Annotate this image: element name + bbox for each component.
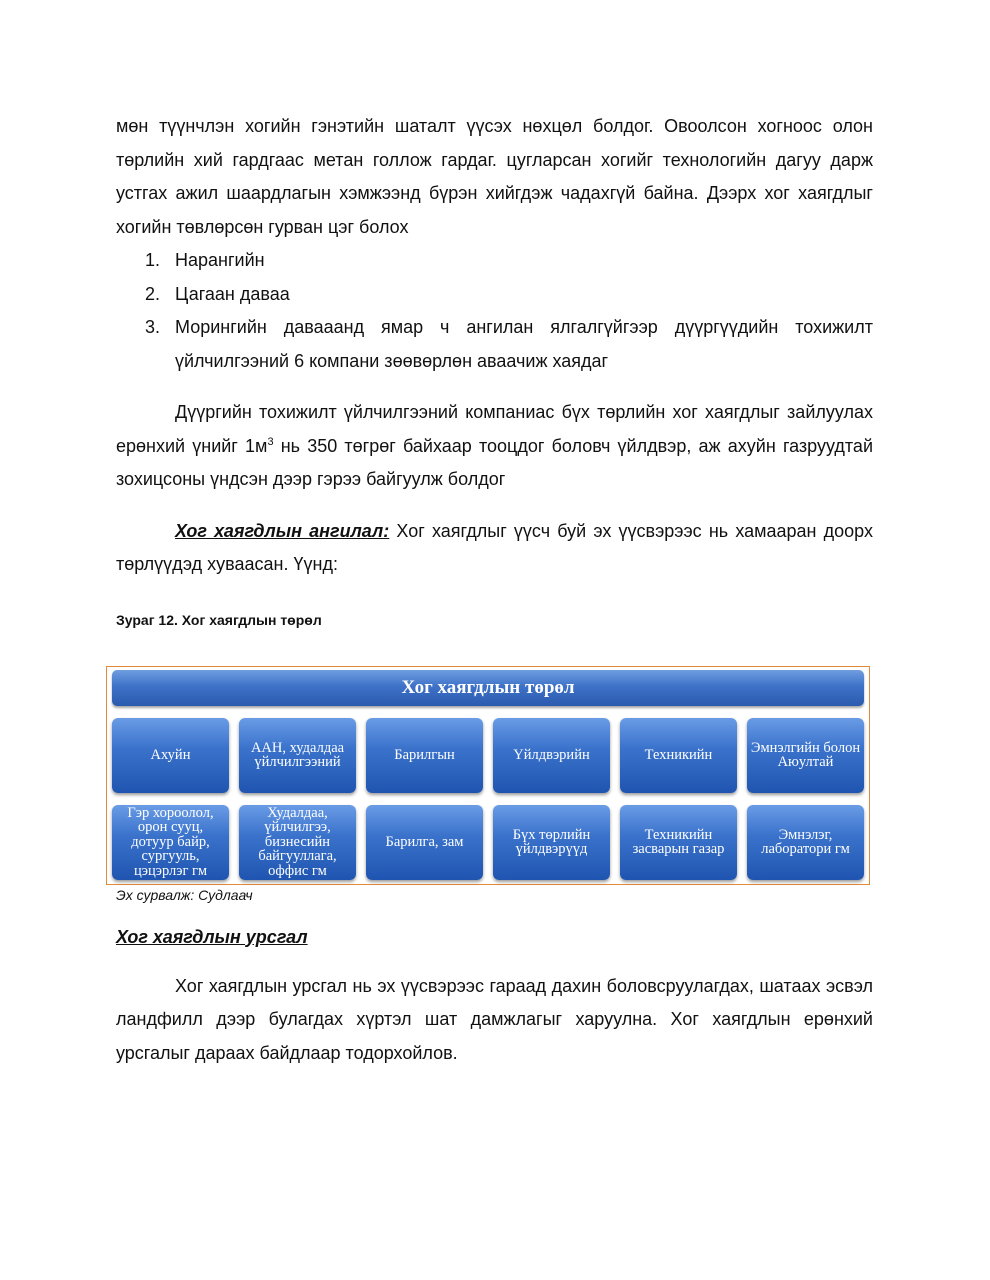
fee-text-before: Дүүргийн тохижилт үйлчилгээний компаниас бүх төрлийн хог хаягдлыг зайлуулах ерөнхий үнийг 1м xyxy=(116,402,873,456)
category-box: Техникийн xyxy=(620,718,737,793)
list-item xyxy=(116,278,873,312)
flow-heading: Хог хаягдлын урсгал xyxy=(116,926,308,947)
diagram-grid xyxy=(112,718,864,880)
figure-caption: Зураг 12. Хог хаягдлын төрөл xyxy=(116,611,322,628)
example-box: Худалдаа, үйлчилгээ, бизнесийн байгууллага, оффис гм xyxy=(239,805,356,880)
list-number: 2. xyxy=(145,283,161,304)
category-box: ААН, худалдаа үйлчилгээний xyxy=(239,718,356,793)
example-box: Эмнэлэг, лаборатори гм xyxy=(747,805,864,880)
example-box: Техникийн засварын газар xyxy=(620,805,737,880)
example-box: Бүх төрлийн үйлдвэрүүд xyxy=(493,805,610,880)
flow-paragraph: Хог хаягдлын урсгал нь эх үүсвэрээс гараад дахин боловсруулагдах, шатаах эсвэл ландфилл дээр булагдах хүртэл шат дамжлагыг харуулна. Хог хаягдлын ерөнхий урсгалыг дараах байдлаар тодорхойлов. xyxy=(116,975,873,1063)
classification-text: Хог хаягдлыг үүсч буй эх үүсвэрээс нь хамааран доорх төрлүүдэд хуваасан. Үүнд: xyxy=(116,520,873,574)
list-item xyxy=(116,244,873,278)
category-box: Ахуйн xyxy=(112,718,229,793)
intro-paragraph: мөн түүнчлэн хогийн гэнэтийн шаталт үүсэх нөхцөл болдог. Овоолсон хогноос олон төрлийн хий гардгаас метан голлож гардаг. цугларсан хогийг технологийн дагуу дарж устгах ажил шаардлагын хэмжээнд бүрэн хийгдэж чадахгүй байна. Дээрх хог хаягдлыг хогийн төвлөрсөн гурван цэг болох xyxy=(116,116,873,237)
example-box: Гэр хороолол, орон сууц, дотуур байр, сургууль, цэцэрлэг гм xyxy=(112,805,229,880)
example-box: Барилга, зам xyxy=(366,805,483,880)
waste-type-diagram xyxy=(106,666,870,885)
list-item-text: Морингийн давааанд ямар ч ангилан ялгалгүйгээр дүүргүүдийн тохижилт үйлчилгээний 6 компани зөөвөрлөн аваачиж хаядаг xyxy=(175,317,873,371)
document-page xyxy=(116,110,873,1070)
figure-source: Эх сурвалж: Судлаач xyxy=(116,886,253,903)
list-number: 1. xyxy=(145,250,161,270)
diagram-header: Хог хаягдлын төрөл xyxy=(112,670,864,706)
list-item-text: Цагаан даваа xyxy=(175,283,290,304)
category-box: Барилгын xyxy=(366,718,483,793)
cubic-superscript: 3 xyxy=(267,435,274,448)
list-number: 3. xyxy=(145,317,161,337)
dump-site-list xyxy=(116,244,873,378)
classification-lead: Хог хаягдлын ангилал: xyxy=(175,520,390,541)
list-item-text: Нарангийн xyxy=(175,250,265,270)
fee-text-after: нь 350 төгрөг байхаар тооцдог боловч үйлдвэр, аж ахуйн газруудтай зохицсоны үндсэн дээр гэрээ байгуулж болдог xyxy=(116,435,873,489)
fee-paragraph xyxy=(116,396,873,497)
list-item xyxy=(116,311,873,378)
category-box: Эмнэлгийн болон Аюултай xyxy=(747,718,864,793)
classification-paragraph xyxy=(116,515,873,582)
category-box: Үйлдвэрийн xyxy=(493,718,610,793)
